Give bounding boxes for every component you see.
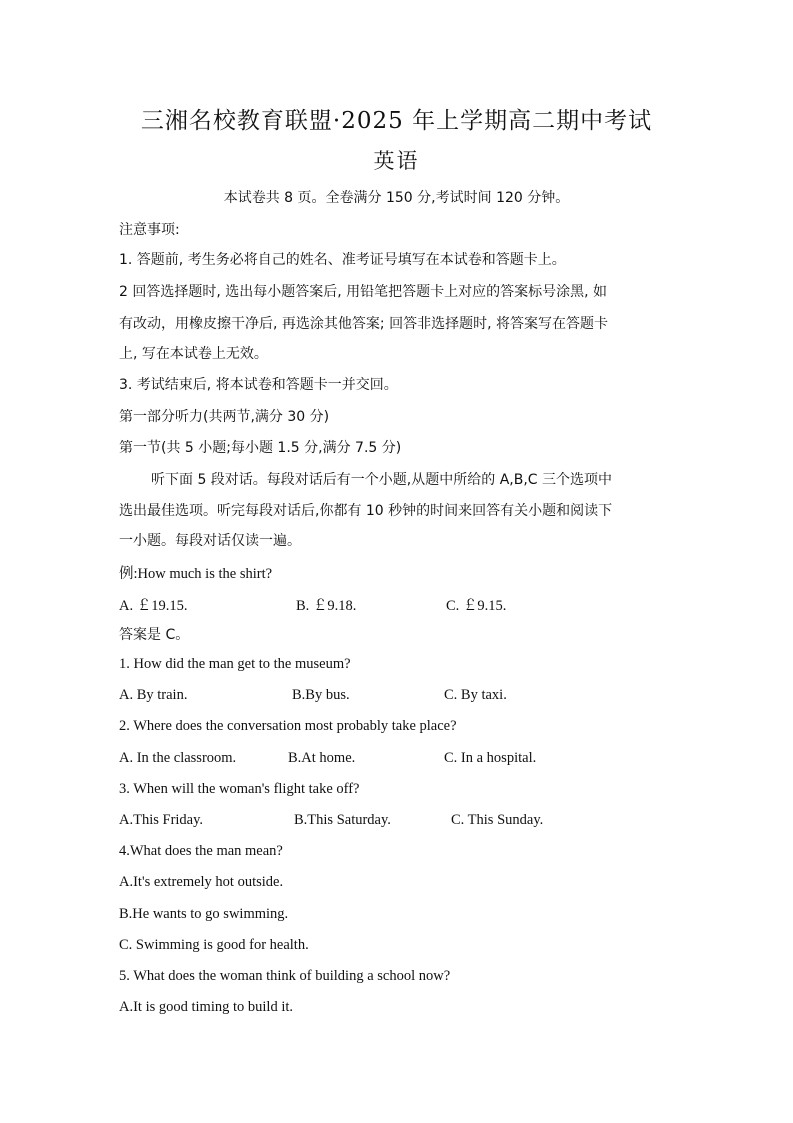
notes-heading: 注意事项:: [119, 222, 180, 238]
exam-info: 本试卷共 8 页。全卷满分 150 分,考试时间 120 分钟。: [223, 190, 570, 206]
question-1-option-b: B.By bus.: [292, 687, 350, 703]
question-4-option-a: A.It's extremely hot outside.: [119, 874, 284, 890]
question-4-option-b: B.He wants to go swimming.: [119, 906, 289, 922]
note-item-2-line-2: 有改动，用橡皮擦干净后, 再选涂其他答案; 回答非选择题时, 将答案写在答题卡: [119, 316, 608, 332]
example-question: 例:How much is the shirt?: [119, 566, 273, 582]
example-option-a: A. ￡19.15.: [119, 598, 188, 614]
question-3-option-a: A.This Friday.: [119, 812, 204, 828]
question-4: 4.What does the man mean?: [119, 843, 283, 859]
question-3-option-c: C. This Sunday.: [451, 812, 544, 828]
instruction-line-1: 听下面 5 段对话。每段对话后有一个小题,从题中所给的 A,B,C 三个选项中: [151, 472, 613, 488]
question-5: 5. What does the woman think of building a school now?: [119, 968, 451, 984]
instruction-line-2: 选出最佳选项。听完每段对话后,你都有 10 秒钟的时间来回答有关小题和阅读下: [119, 503, 613, 519]
example-answer: 答案是 C。: [119, 627, 190, 643]
question-2-option-c: C. In a hospital.: [444, 750, 537, 766]
example-option-c: C. ￡9.15.: [446, 598, 507, 614]
question-2-option-a: A. In the classroom.: [119, 750, 237, 766]
question-2-option-b: B.At home.: [288, 750, 356, 766]
question-2: 2. Where does the conversation most probably take place?: [119, 718, 457, 734]
question-5-option-a: A.It is good timing to build it.: [119, 999, 294, 1015]
instruction-line-3: 一小题。每段对话仅读一遍。: [119, 533, 301, 549]
question-3-option-b: B.This Saturday.: [294, 812, 391, 828]
part1-heading: 第一部分听力(共两节,满分 30 分): [119, 409, 330, 425]
note-item-2-line-1: 2 回答选择题时, 选出每小题答案后, 用铅笔把答题卡上对应的答案标号涂黑, 如: [119, 284, 608, 300]
question-1-option-c: C. By taxi.: [444, 687, 507, 703]
exam-title: 三湘名校教育联盟·2025 年上学期高二期中考试: [140, 108, 653, 134]
note-item-3: 3. 考试结束后, 将本试卷和答题卡一并交回。: [119, 377, 398, 393]
question-3: 3. When will the woman's flight take off?: [119, 781, 360, 797]
question-1-option-a: A. By train.: [119, 687, 188, 703]
note-item-2-line-3: 上, 写在本试卷上无效。: [119, 346, 268, 362]
question-1: 1. How did the man get to the museum?: [119, 656, 351, 672]
section1-heading: 第一节(共 5 小题;每小题 1.5 分,满分 7.5 分): [119, 440, 402, 456]
subject-title: 英语: [373, 149, 420, 173]
example-option-b: B. ￡9.18.: [296, 598, 357, 614]
note-item-1: 1. 答题前, 考生务必将自己的姓名、准考证号填写在本试卷和答题卡上。: [119, 252, 566, 268]
question-4-option-c: C. Swimming is good for health.: [119, 937, 309, 953]
